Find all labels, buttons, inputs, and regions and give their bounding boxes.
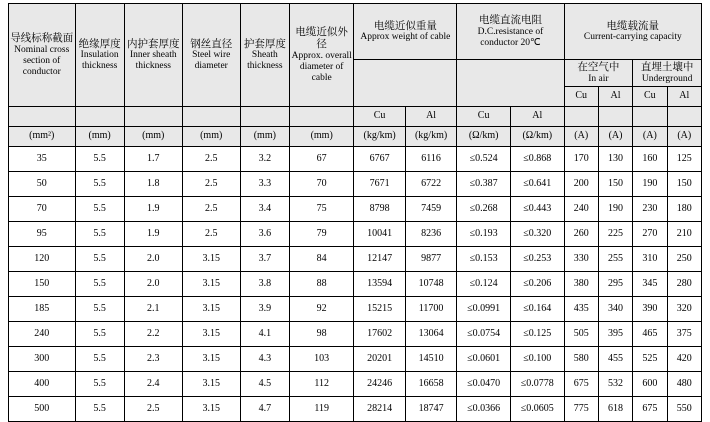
header-steel-wire-diameter-en: Steel wire diameter [192,50,231,72]
table-cell-c11: 618 [598,396,632,421]
table-cell-c2: 1.8 [124,171,182,196]
table-cell-c3: 2.5 [182,196,240,221]
table-cell-c9: ≤0.868 [510,146,564,171]
table-cell-c12: 160 [633,146,667,171]
table-cell-c0: 300 [9,346,76,371]
table-row [9,171,702,196]
table-cell-c1: 5.5 [75,371,124,396]
table-cell-c3: 2.5 [182,221,240,246]
table-body [9,146,702,421]
table-cell-c3: 2.5 [182,146,240,171]
table-cell-c7: 18747 [405,396,456,421]
cable-specification-table [8,3,702,422]
table-cell-c2: 2.2 [124,321,182,346]
header-resistance-al: Al [510,106,564,126]
header-current-capacity-en: Current-carrying capacity [583,32,682,43]
table-cell-c0: 95 [9,221,76,246]
table-cell-c1: 5.5 [75,171,124,196]
table-cell-c13: 250 [667,246,701,271]
table-cell-c11: 130 [598,146,632,171]
header-insulation-thickness-en: Insulation thickness [80,50,119,72]
table-cell-c13: 480 [667,371,701,396]
header-dc-resistance-cn: 电缆直流电阻 [478,14,542,27]
header-sheath-thickness-en: Sheath thickness [247,50,283,72]
table-cell-c3: 3.15 [182,321,240,346]
table-cell-c12: 190 [633,171,667,196]
header-row-groups [9,4,702,60]
header-air-al: Al [598,86,632,106]
table-cell-c8: ≤0.0991 [457,296,511,321]
table-cell-c9: ≤0.253 [510,246,564,271]
table-cell-c8: ≤0.0601 [457,346,511,371]
table-cell-c2: 2.0 [124,271,182,296]
table-cell-c9: ≤0.164 [510,296,564,321]
table-cell-c10: 200 [564,171,598,196]
header-weight-spacer [354,60,457,107]
header-blank-10 [667,106,701,126]
table-cell-c4: 4.5 [240,371,289,396]
header-current-carrying-capacity [564,4,701,60]
table-cell-c1: 5.5 [75,271,124,296]
table-cell-c7: 9877 [405,246,456,271]
unit-overall-diameter: (mm) [290,126,354,146]
table-cell-c10: 505 [564,321,598,346]
table-cell-c5: 88 [290,271,354,296]
table-cell-c13: 375 [667,321,701,346]
header-current-capacity-cn: 电缆载流量 [606,19,660,32]
header-blank-5 [240,106,289,126]
table-cell-c5: 103 [290,346,354,371]
table-cell-c12: 270 [633,221,667,246]
header-nominal-section-en: Nominal cross section of conductor [14,44,70,77]
table-cell-c9: ≤0.320 [510,221,564,246]
header-overall-diameter [290,4,354,107]
table-cell-c1: 5.5 [75,221,124,246]
table-cell-c0: 50 [9,171,76,196]
table-cell-c6: 17602 [354,321,405,346]
unit-steel-wire-diameter: (mm) [182,126,240,146]
table-cell-c8: ≤0.387 [457,171,511,196]
table-cell-c1: 5.5 [75,196,124,221]
table-cell-c13: 125 [667,146,701,171]
table-cell-c11: 455 [598,346,632,371]
table-cell-c11: 340 [598,296,632,321]
table-cell-c6: 28214 [354,396,405,421]
header-underground-cn: 直埋土壤中 [640,61,694,73]
table-cell-c8: ≤0.0754 [457,321,511,346]
header-weight-cu: Cu [354,106,405,126]
table-cell-c0: 150 [9,271,76,296]
table-cell-c3: 2.5 [182,171,240,196]
table-cell-c9: ≤0.100 [510,346,564,371]
table-cell-c12: 675 [633,396,667,421]
table-row [9,146,702,171]
table-cell-c3: 3.15 [182,271,240,296]
header-blank-6 [290,106,354,126]
header-cable-weight [354,4,457,60]
table-cell-c3: 3.15 [182,296,240,321]
header-cable-weight-cn: 电缆近似重量 [373,19,437,32]
table-cell-c4: 3.2 [240,146,289,171]
table-cell-c2: 2.4 [124,371,182,396]
unit-weight-al: (kg/km) [405,126,456,146]
table-cell-c13: 280 [667,271,701,296]
table-row [9,296,702,321]
table-cell-c4: 3.8 [240,271,289,296]
table-row [9,196,702,221]
table-cell-c1: 5.5 [75,321,124,346]
table-cell-c10: 675 [564,371,598,396]
header-sheath-thickness-cn: 护套厚度 [243,37,286,50]
table-cell-c7: 11700 [405,296,456,321]
spec-sheet [0,3,710,414]
table-cell-c4: 4.3 [240,346,289,371]
header-inner-sheath-thickness-en: Inner sheath thickness [129,50,177,72]
unit-underground-cu: (A) [633,126,667,146]
table-cell-c13: 550 [667,396,701,421]
table-cell-c9: ≤0.641 [510,171,564,196]
table-cell-c11: 532 [598,371,632,396]
table-cell-c13: 420 [667,346,701,371]
table-cell-c10: 380 [564,271,598,296]
unit-inner-sheath-thickness: (mm) [124,126,182,146]
table-cell-c10: 240 [564,196,598,221]
table-cell-c6: 6767 [354,146,405,171]
table-cell-c0: 70 [9,196,76,221]
table-cell-c7: 6722 [405,171,456,196]
table-cell-c2: 1.7 [124,146,182,171]
table-cell-c5: 84 [290,246,354,271]
table-cell-c12: 345 [633,271,667,296]
table-cell-c12: 465 [633,321,667,346]
table-cell-c5: 67 [290,146,354,171]
header-underground [633,60,702,87]
table-row [9,371,702,396]
table-cell-c10: 775 [564,396,598,421]
table-cell-c4: 3.6 [240,221,289,246]
header-resistance-spacer [457,60,564,107]
table-cell-c4: 3.3 [240,171,289,196]
table-cell-c4: 4.1 [240,321,289,346]
header-insulation-thickness [75,4,124,107]
table-cell-c8: ≤0.193 [457,221,511,246]
table-cell-c11: 295 [598,271,632,296]
header-nominal-section [9,4,76,107]
table-cell-c5: 112 [290,371,354,396]
table-cell-c2: 1.9 [124,196,182,221]
table-cell-c3: 3.15 [182,396,240,421]
header-underground-cu: Cu [633,86,667,106]
table-cell-c0: 240 [9,321,76,346]
table-cell-c0: 120 [9,246,76,271]
table-cell-c6: 24246 [354,371,405,396]
table-row [9,396,702,421]
header-in-air [564,60,633,87]
table-cell-c5: 75 [290,196,354,221]
table-row [9,271,702,296]
table-cell-c8: ≤0.124 [457,271,511,296]
header-dc-resistance [457,4,564,60]
header-blank-7 [564,106,598,126]
header-underground-en: Underground [641,73,693,84]
table-cell-c11: 395 [598,321,632,346]
table-cell-c6: 13594 [354,271,405,296]
header-cable-weight-en: Approx weight of cable [360,32,451,43]
table-cell-c8: ≤0.524 [457,146,511,171]
table-cell-c10: 330 [564,246,598,271]
table-cell-c4: 4.7 [240,396,289,421]
header-insulation-thickness-cn: 绝缘厚度 [78,37,121,50]
table-cell-c2: 2.0 [124,246,182,271]
table-cell-c3: 3.15 [182,371,240,396]
table-cell-c9: ≤0.0605 [510,396,564,421]
table-cell-c13: 180 [667,196,701,221]
table-cell-c2: 2.3 [124,346,182,371]
table-cell-c4: 3.9 [240,296,289,321]
header-blank-8 [598,106,632,126]
unit-underground-al: (A) [667,126,701,146]
table-cell-c13: 210 [667,221,701,246]
header-blank-3 [124,106,182,126]
header-overall-diameter-en: Approx. overall diameter of cable [291,50,352,83]
table-cell-c11: 150 [598,171,632,196]
header-row-materials-weight-resistance [9,106,702,126]
unit-air-al: (A) [598,126,632,146]
table-cell-c1: 5.5 [75,346,124,371]
table-cell-c5: 79 [290,221,354,246]
table-cell-c8: ≤0.153 [457,246,511,271]
table-cell-c2: 2.1 [124,296,182,321]
table-cell-c10: 170 [564,146,598,171]
table-cell-c0: 400 [9,371,76,396]
unit-resistance-cu: (Ω/km) [457,126,511,146]
table-cell-c0: 35 [9,146,76,171]
table-cell-c11: 255 [598,246,632,271]
table-cell-c9: ≤0.443 [510,196,564,221]
table-cell-c6: 20201 [354,346,405,371]
table-cell-c5: 70 [290,171,354,196]
table-cell-c10: 435 [564,296,598,321]
header-in-air-cn: 在空气中 [577,61,620,73]
table-row [9,246,702,271]
table-cell-c11: 190 [598,196,632,221]
table-cell-c13: 320 [667,296,701,321]
table-cell-c8: ≤0.0366 [457,396,511,421]
header-blank-2 [75,106,124,126]
table-cell-c13: 150 [667,171,701,196]
table-cell-c5: 98 [290,321,354,346]
table-cell-c10: 580 [564,346,598,371]
table-cell-c0: 185 [9,296,76,321]
table-cell-c7: 14510 [405,346,456,371]
table-cell-c1: 5.5 [75,396,124,421]
table-cell-c5: 92 [290,296,354,321]
header-inner-sheath-thickness [124,4,182,107]
table-cell-c12: 525 [633,346,667,371]
table-cell-c9: ≤0.125 [510,321,564,346]
table-cell-c3: 3.15 [182,246,240,271]
header-sheath-thickness [240,4,289,107]
table-cell-c2: 2.5 [124,396,182,421]
table-row [9,321,702,346]
table-cell-c9: ≤0.0778 [510,371,564,396]
header-underground-al: Al [667,86,701,106]
table-row [9,346,702,371]
table-cell-c0: 500 [9,396,76,421]
table-cell-c6: 12147 [354,246,405,271]
unit-weight-cu: (kg/km) [354,126,405,146]
table-cell-c7: 10748 [405,271,456,296]
table-cell-c12: 310 [633,246,667,271]
header-weight-al: Al [405,106,456,126]
table-cell-c7: 7459 [405,196,456,221]
header-blank-1 [9,106,76,126]
table-cell-c2: 1.9 [124,221,182,246]
table-header [9,4,702,147]
header-steel-wire-diameter [182,4,240,107]
unit-resistance-al: (Ω/km) [510,126,564,146]
header-row-units [9,126,702,146]
unit-sheath-thickness: (mm) [240,126,289,146]
table-cell-c6: 10041 [354,221,405,246]
table-cell-c6: 15215 [354,296,405,321]
table-cell-c12: 230 [633,196,667,221]
table-cell-c11: 225 [598,221,632,246]
table-cell-c7: 8236 [405,221,456,246]
table-cell-c8: ≤0.268 [457,196,511,221]
table-cell-c4: 3.4 [240,196,289,221]
header-blank-4 [182,106,240,126]
table-cell-c1: 5.5 [75,296,124,321]
header-resistance-cu: Cu [457,106,511,126]
header-air-cu: Cu [564,86,598,106]
table-cell-c10: 260 [564,221,598,246]
unit-insulation-thickness: (mm) [75,126,124,146]
unit-nominal-section: (mm²) [9,126,76,146]
table-cell-c4: 3.7 [240,246,289,271]
header-inner-sheath-thickness-cn: 内护套厚度 [127,37,180,50]
table-row [9,221,702,246]
table-cell-c6: 7671 [354,171,405,196]
table-cell-c3: 3.15 [182,346,240,371]
table-cell-c1: 5.5 [75,146,124,171]
header-in-air-en: In air [588,73,609,84]
table-cell-c7: 13064 [405,321,456,346]
table-cell-c6: 8798 [354,196,405,221]
header-blank-9 [633,106,667,126]
header-dc-resistance-en: D.C.resistance of conductor 20℃ [477,26,544,48]
table-cell-c7: 6116 [405,146,456,171]
unit-air-cu: (A) [564,126,598,146]
table-cell-c12: 600 [633,371,667,396]
table-cell-c7: 16658 [405,371,456,396]
header-steel-wire-diameter-cn: 钢丝直径 [190,37,233,50]
header-overall-diameter-cn: 电缆近似外径 [295,25,348,51]
header-nominal-section-cn: 导线标称截面 [10,32,74,45]
table-cell-c12: 390 [633,296,667,321]
table-cell-c1: 5.5 [75,246,124,271]
table-cell-c9: ≤0.206 [510,271,564,296]
table-cell-c8: ≤0.0470 [457,371,511,396]
table-cell-c5: 119 [290,396,354,421]
